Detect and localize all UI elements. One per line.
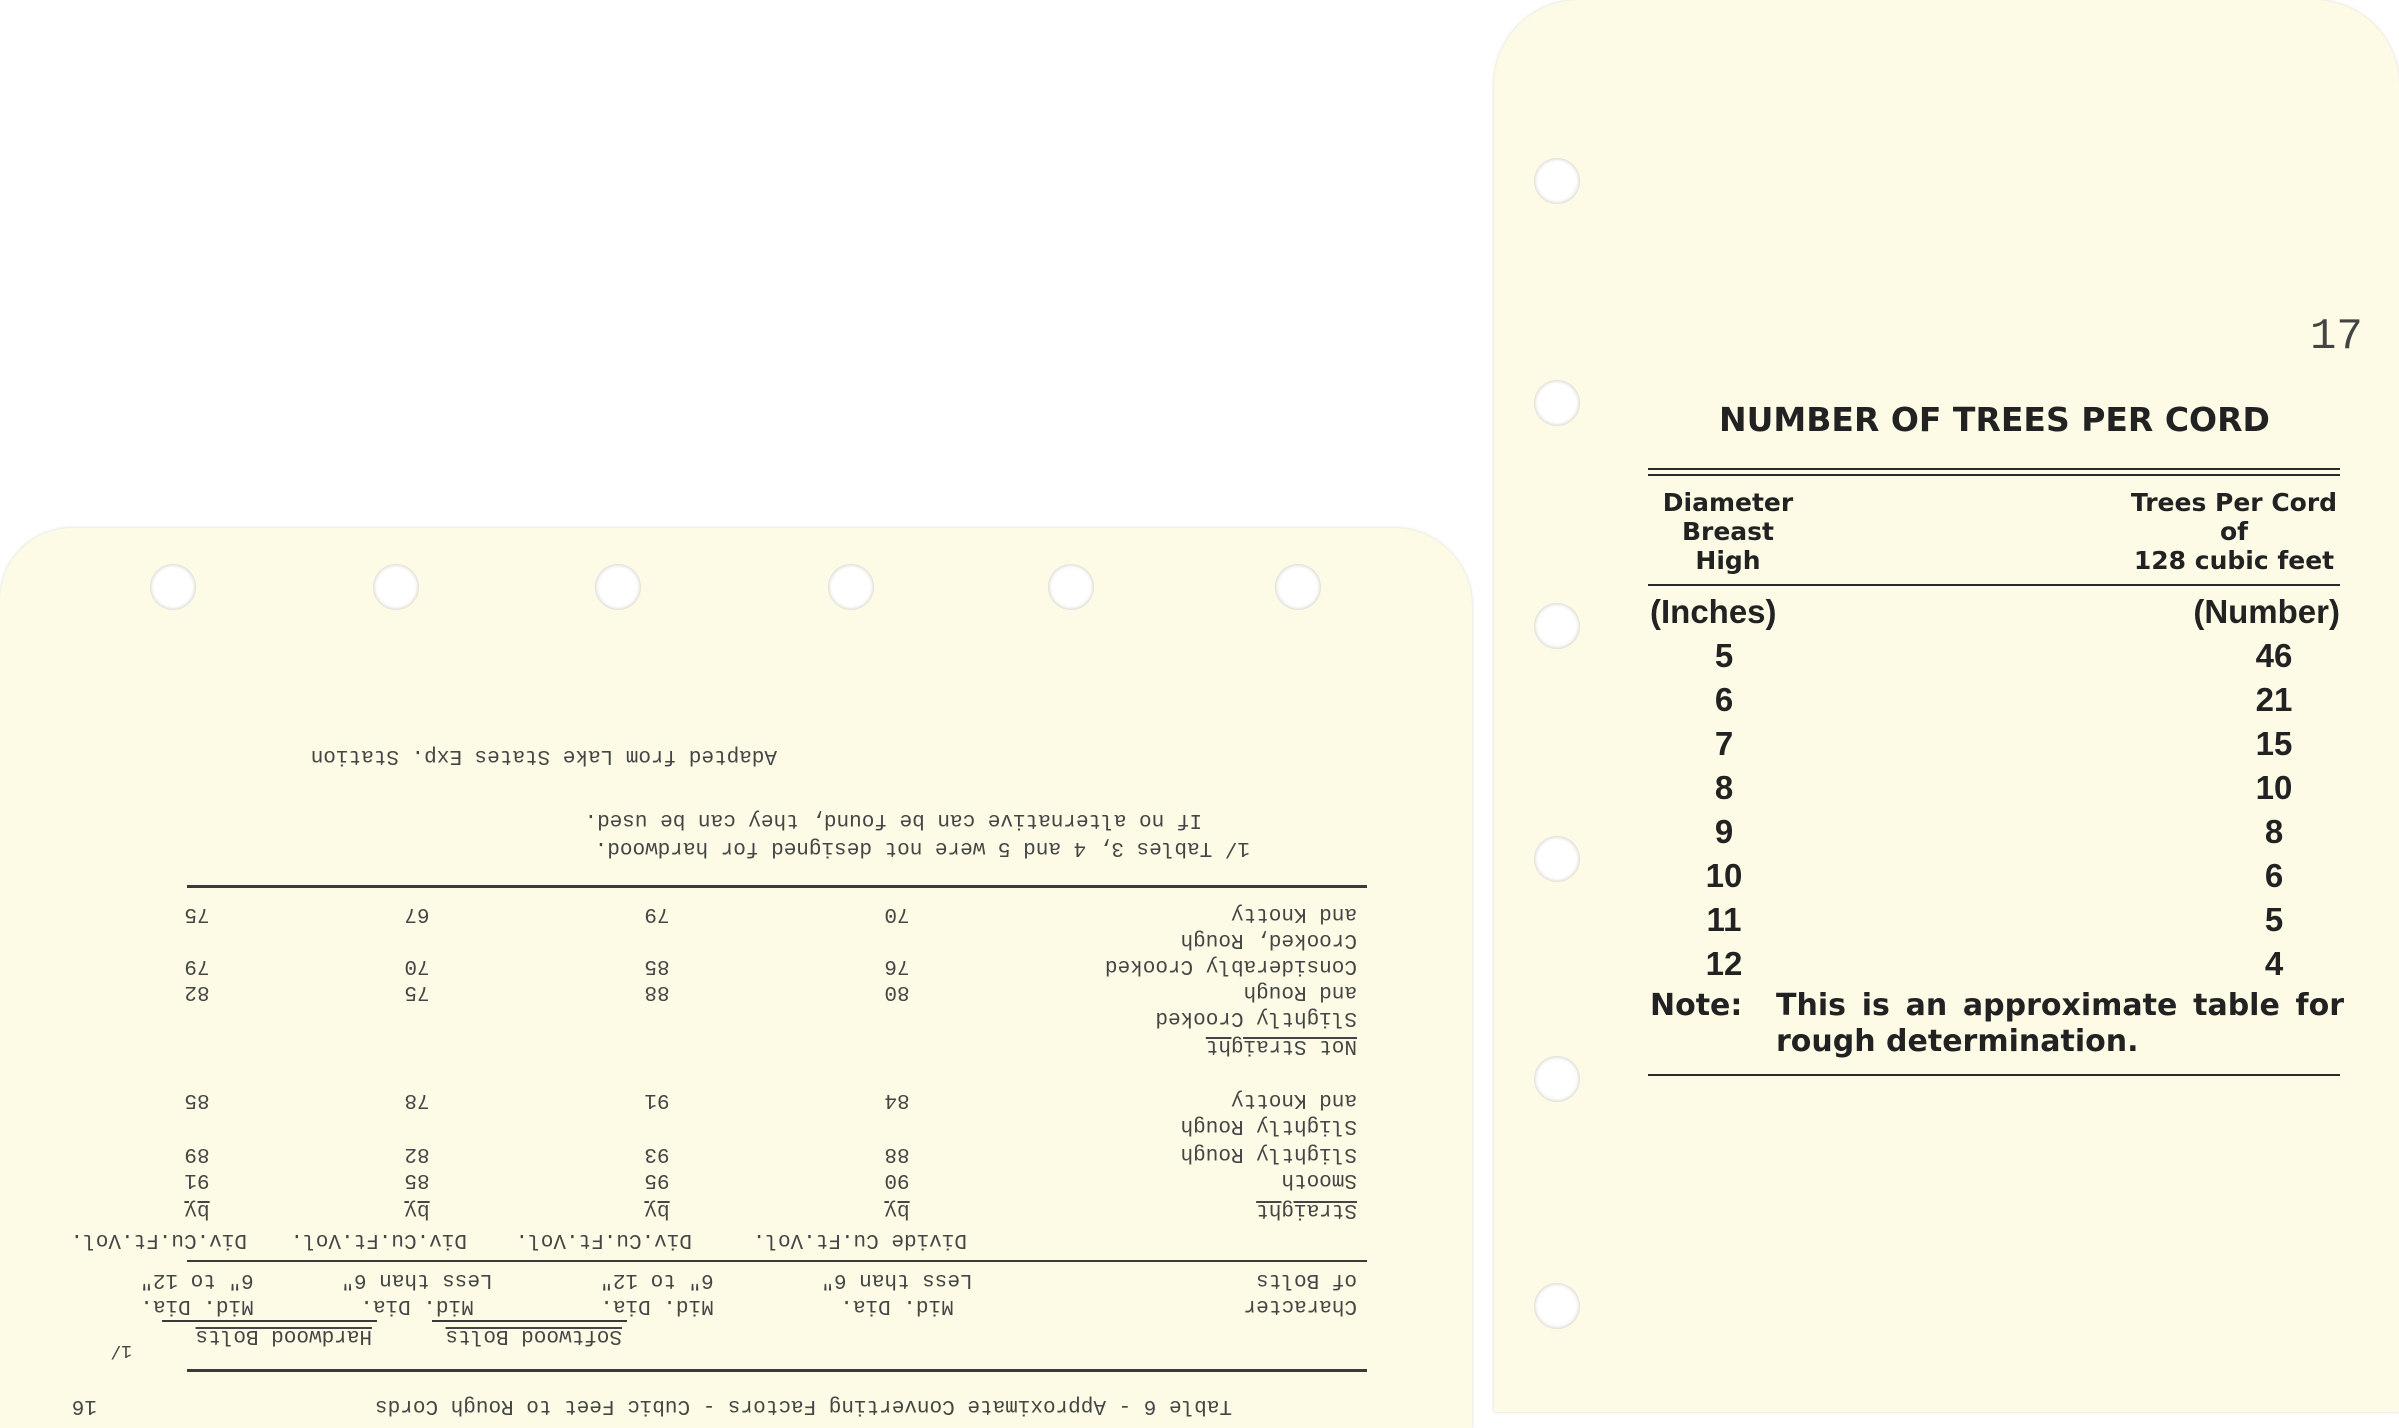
trees-cell: 5 [2264,901,2284,938]
sub-header-3: Mid. Dia. [360,1294,474,1317]
row-label: and Rough [1243,980,1357,1003]
row-label: Smooth [1281,1168,1357,1191]
trees-cell: 8 [2264,813,2284,850]
table-cell: 82 [184,980,210,1003]
sub-header-3: Less than 6" [341,1268,493,1291]
table-cell: 85 [644,954,670,977]
table-cell: 80 [884,980,910,1003]
diameter-header: Breast [1681,517,1775,546]
row-label: and Knotty [1230,902,1357,925]
table-cell: 75 [404,980,430,1003]
diameter-cell: 12 [1705,945,1743,982]
diameter-unit: (Inches) [1650,593,1777,630]
trees-cell: 46 [2255,637,2293,674]
trees-cell: 21 [2255,681,2293,718]
divide-header-2: Div.Cu.Ft.Vol. [515,1228,692,1251]
binder-hole [1534,603,1580,649]
by-label: by [184,1198,210,1221]
table-cell: 93 [644,1142,670,1165]
softwood-rule [432,1320,627,1322]
header-rule [1648,584,2340,586]
table-cell: 84 [884,1088,910,1111]
by-label: by [884,1198,910,1221]
diameter-header: Diameter [1662,488,1794,517]
right-page-card [1494,0,2399,1412]
trees-header: Trees Per Cord [2130,488,2338,517]
sub-header-1: Mid. Dia. [840,1294,954,1317]
diameter-cell: 9 [1714,813,1734,850]
binder-hole [1534,158,1580,204]
table-cell: 91 [644,1088,670,1111]
top-rule [1648,474,2340,476]
page-number: 16 [71,1394,97,1417]
sub-header-4: Mid. Dia. [140,1294,254,1317]
character-header: of Bolts [1256,1268,1357,1291]
table-cell: 85 [404,1168,430,1191]
top-rule [1648,468,2340,470]
converting-factors-table [0,528,1472,1428]
hardwood-rule [162,1320,377,1322]
binder-hole [1534,1283,1580,1329]
table-cell: 67 [404,902,430,925]
table-cell: 75 [184,902,210,925]
divide-header-3: Div.Cu.Ft.Vol. [290,1228,467,1251]
table-cell: 76 [884,954,910,977]
table-cell: 88 [884,1142,910,1165]
table-title: NUMBER OF TREES PER CORD [1719,400,2270,439]
table-cell: 90 [884,1168,910,1191]
table-cell: 78 [404,1088,430,1111]
diameter-cell: 11 [1706,901,1742,938]
trees-cell: 6 [2264,857,2284,894]
trees-cell: 10 [2255,769,2293,806]
left-page-card [0,528,1472,1428]
row-label: Slightly Crooked [1155,1006,1357,1029]
divide-header-4: Div.Cu.Ft.Vol. [70,1228,247,1251]
page-number: 17 [2310,312,2363,362]
binder-hole [1534,1056,1580,1102]
table-cell: 82 [404,1142,430,1165]
footnote-ref: 1/ [110,1340,132,1360]
table-cell: 85 [184,1088,210,1111]
divide-header-1: Divide Cu.Ft.Vol. [752,1228,967,1251]
diameter-cell: 5 [1714,637,1734,674]
trees-unit: (Number) [2193,593,2340,630]
table-cell: 70 [404,954,430,977]
binder-hole [1534,380,1580,426]
note-text: This is an approximate table for [1776,988,2344,1023]
diameter-cell: 10 [1705,857,1743,894]
row-label: Slightly Rough [1180,1142,1357,1165]
character-header: Character [1243,1294,1357,1317]
trees-header: 128 cubic feet [2133,546,2335,575]
footnote-line: 1/ Tables 3, 4 and 5 were not designed for hardwood. [594,836,1250,859]
row-label: Crooked, Rough [1180,928,1357,951]
note-label: Note: [1650,988,1743,1023]
header-rule [187,1260,1367,1262]
row-label: Considerably Crooked [1104,954,1357,977]
trees-header: of [2219,517,2249,546]
hardwood-group-header: Hardwood Bolts [195,1324,372,1347]
diameter-cell: 6 [1714,681,1734,718]
diameter-cell: 7 [1714,725,1734,762]
diameter-header: High [1695,546,1761,575]
sub-header-1: Less than 6" [821,1268,973,1291]
table-cell: 89 [184,1142,210,1165]
softwood-group-header: Softwood Bolts [445,1324,622,1347]
section-straight: Straight [1256,1198,1357,1221]
by-label: by [644,1198,670,1221]
table-cell: 79 [644,902,670,925]
trees-cell: 4 [2264,945,2284,982]
note-text: rough determination. [1776,1024,2139,1059]
table-cell: 91 [184,1168,210,1191]
table-cell: 79 [184,954,210,977]
binder-hole [1534,836,1580,882]
sub-header-2: Mid. Dia. [600,1294,714,1317]
section-not-straight: Not Straight [1205,1034,1357,1057]
top-rule [187,1369,1367,1372]
bottom-rule [187,885,1367,888]
table-cell: 95 [644,1168,670,1191]
row-label: Slightly Rough [1180,1114,1357,1137]
by-label: by [404,1198,430,1221]
sub-header-2: 6" to 12" [600,1268,714,1291]
diameter-cell: 8 [1714,769,1734,806]
sub-header-4: 6" to 12" [140,1268,254,1291]
row-label: and Knotty [1230,1088,1357,1111]
table-cell: 70 [884,902,910,925]
source-note: Adapted from Lake States Exp. Station [310,744,777,767]
footnote-line: If no alternative can be found, they can be used. [584,808,1202,831]
bottom-rule [1648,1074,2340,1076]
trees-cell: 15 [2255,725,2293,762]
table-cell: 88 [644,980,670,1003]
table-title: Table 6 - Approximate Converting Factors - Cubic Feet to Rough Cords [375,1394,1232,1417]
